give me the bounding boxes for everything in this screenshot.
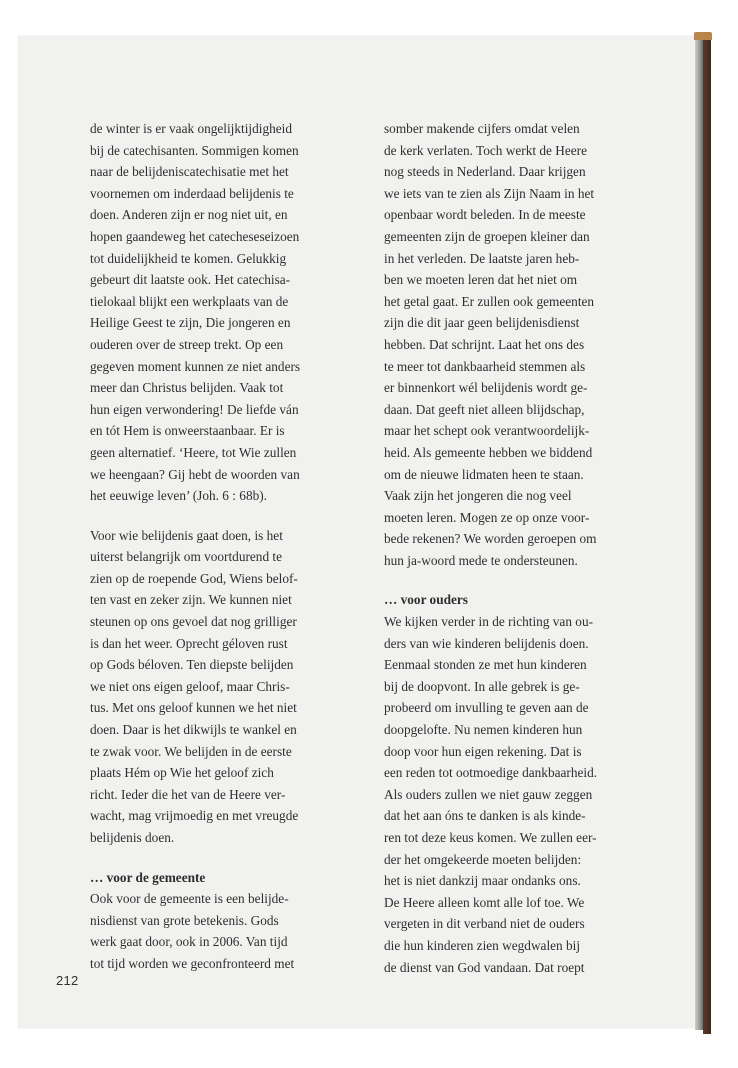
left-text-column xyxy=(90,118,352,975)
text-line: en tót Hem is onweerstaanbaar. Er is xyxy=(90,423,285,439)
text-line: daan. Dat geeft niet alleen blijdschap, xyxy=(384,401,585,417)
text-line: tot tijd worden we geconfronteerd met xyxy=(90,955,295,971)
text-line: te zwak voor. We belijden in de eerste xyxy=(90,743,292,759)
paragraph-gap xyxy=(384,571,646,589)
text-line: Heilige Geest te zijn, Die jongeren en xyxy=(90,315,291,331)
text-line: we iets van te zien als Zijn Naam in het xyxy=(384,185,595,201)
text-line: tot duidelijkheid te komen. Gelukkig xyxy=(90,250,287,266)
text-line: Eenmaal stonden ze met hun kinderen xyxy=(384,657,587,673)
text-line: gegeven moment kunnen ze niet anders xyxy=(90,358,301,374)
text-line: doop voor hun eigen rekening. Dat is xyxy=(384,743,582,759)
text-line: De Heere alleen komt alle lof toe. We xyxy=(384,894,585,910)
text-line: de winter is er vaak ongelijktijdigheid xyxy=(90,121,292,136)
text-line: ben we moeten leren dat het niet om xyxy=(384,272,578,288)
text-line: doen. Anderen zijn er nog niet uit, en xyxy=(90,207,288,223)
text-line: zien op de roepende God, Wiens belof- xyxy=(90,570,298,586)
right-text-column xyxy=(384,118,646,978)
text-line: die hun kinderen zien wegdwalen bij xyxy=(384,937,581,953)
text-line: in het verleden. De laatste jaren heb- xyxy=(384,250,580,266)
book-spine-edge xyxy=(703,34,711,1034)
text-line: naar de belijdeniscatechisatie met het xyxy=(90,164,289,180)
book-headband xyxy=(694,32,712,40)
text-line: doopgelofte. Nu nemen kinderen hun xyxy=(384,722,583,738)
text-line: op Gods béloven. Ten diepste belijden xyxy=(90,657,294,673)
text-line: moeten leren. Mogen ze op onze voor- xyxy=(384,509,590,525)
text-line: er binnenkort wél belijdenis wordt ge- xyxy=(384,380,588,396)
left-paragraph-2 xyxy=(90,525,352,849)
text-line: een reden tot ootmoedige dankbaarheid. xyxy=(384,765,598,781)
text-line: tielokaal blijkt een werkplaats van de xyxy=(90,293,289,309)
text-line: Ook voor de gemeente is een belijde- xyxy=(90,891,289,907)
text-line: ouderen over de streep trekt. Op een xyxy=(90,336,284,352)
text-line: ders van wie kinderen belijdenis doen. xyxy=(384,635,589,651)
text-line: ren tot deze keus komen. We zullen eer- xyxy=(384,830,597,845)
right-paragraph-2 xyxy=(384,611,646,978)
section-heading-gemeente: … voor de gemeente xyxy=(90,869,206,885)
text-line: geen alternatief. ‘Heere, tot Wie zullen xyxy=(90,444,297,460)
text-line: hun ja-woord mede te ondersteunen. xyxy=(384,552,578,568)
text-line: meer dan Christus belijden. Vaak tot xyxy=(90,380,284,396)
text-line: uiterst belangrijk om voortdurend te xyxy=(90,549,283,565)
text-line: hun eigen verwondering! De liefde ván xyxy=(90,401,299,417)
left-paragraph-3 xyxy=(90,888,352,974)
text-line: we heengaan? Gij hebt de woorden van xyxy=(90,466,300,482)
text-line: vergeten in dit verband niet de ouders xyxy=(384,916,585,932)
text-line: gebeurt dit laatste ook. Het catechisa- xyxy=(90,272,291,288)
text-line: steunen op ons gevoel dat nog grilliger xyxy=(90,614,297,630)
text-line: het getal gaat. Er zullen ook gemeenten xyxy=(384,293,595,309)
page-gutter-shadow xyxy=(695,36,703,1030)
section-heading-ouders: … voor ouders xyxy=(384,592,468,608)
text-line: nisdienst van grote betekenis. Gods xyxy=(90,912,279,928)
text-line: dat het aan óns te danken is als kinde- xyxy=(384,808,586,824)
text-line: hebben. Dat schrijnt. Laat het ons des xyxy=(384,336,585,352)
right-paragraph-1 xyxy=(384,118,646,571)
text-line: de dienst van God vandaan. Dat roept xyxy=(384,959,585,975)
text-line: probeerd om invulling te geven aan de xyxy=(384,700,589,716)
text-line: maar het schept ook verantwoordelijk- xyxy=(384,423,590,439)
text-line: ten vast en zeker zijn. We kunnen niet xyxy=(90,592,292,608)
text-line: Voor wie belijdenis gaat doen, is het xyxy=(90,527,283,543)
text-line: zijn die dit jaar geen belijdenisdienst xyxy=(384,315,580,331)
text-line: wacht, mag vrijmoedig en met vreugde xyxy=(90,808,299,824)
text-line: gemeenten zijn de groepen kleiner dan xyxy=(384,228,590,244)
text-line: om de nieuwe lidmaten heen te staan. xyxy=(384,466,584,482)
paragraph-gap xyxy=(90,507,352,525)
text-line: Als ouders zullen we niet gauw zeggen xyxy=(384,786,593,802)
left-paragraph-1 xyxy=(90,118,352,507)
text-line: heid. Als gemeente hebben we biddend xyxy=(384,444,593,460)
page-number: 212 xyxy=(56,973,79,988)
text-line: doen. Daar is het dikwijls te wankel en xyxy=(90,722,297,738)
text-line: het is niet dankzij maar ondanks ons. xyxy=(384,873,581,889)
text-line: bij de catechisanten. Sommigen komen xyxy=(90,142,299,158)
text-line: richt. Ieder die het van de Heere ver- xyxy=(90,786,286,802)
text-line: het eeuwige leven’ (Joh. 6 : 68b). xyxy=(90,488,267,504)
text-line: tus. Met ons geloof kunnen we het niet xyxy=(90,700,297,716)
text-line: de kerk verlaten. Toch werkt de Heere xyxy=(384,142,587,158)
text-line: Vaak zijn het jongeren die nog veel xyxy=(384,488,572,504)
text-line: nog steeds in Nederland. Daar krijgen xyxy=(384,164,586,180)
text-line: somber makende cijfers omdat velen xyxy=(384,121,580,136)
text-line: bede rekenen? We worden geroepen om xyxy=(384,531,597,547)
text-line: voornemen om inderdaad belijdenis te xyxy=(90,185,294,201)
text-line: bij de doopvont. In alle gebrek is ge- xyxy=(384,678,580,694)
text-line: is dan het weer. Oprecht géloven rust xyxy=(90,635,288,651)
text-line: belijdenis doen. xyxy=(90,830,175,845)
text-line: we niet ons eigen geloof, maar Chris- xyxy=(90,678,290,694)
text-line: hopen gaandeweg het catecheseseizoen xyxy=(90,228,300,244)
text-line: We kijken verder in de richting van ou- xyxy=(384,614,594,630)
text-line: der het omgekeerde moeten belijden: xyxy=(384,851,582,867)
text-line: werk gaat door, ook in 2006. Van tijd xyxy=(90,934,288,950)
text-line: plaats Hém op Wie het geloof zich xyxy=(90,765,274,781)
text-line: openbaar wordt beleden. In de meeste xyxy=(384,207,586,223)
paragraph-gap xyxy=(90,849,352,867)
text-line: te meer tot dankbaarheid stemmen als xyxy=(384,358,586,374)
